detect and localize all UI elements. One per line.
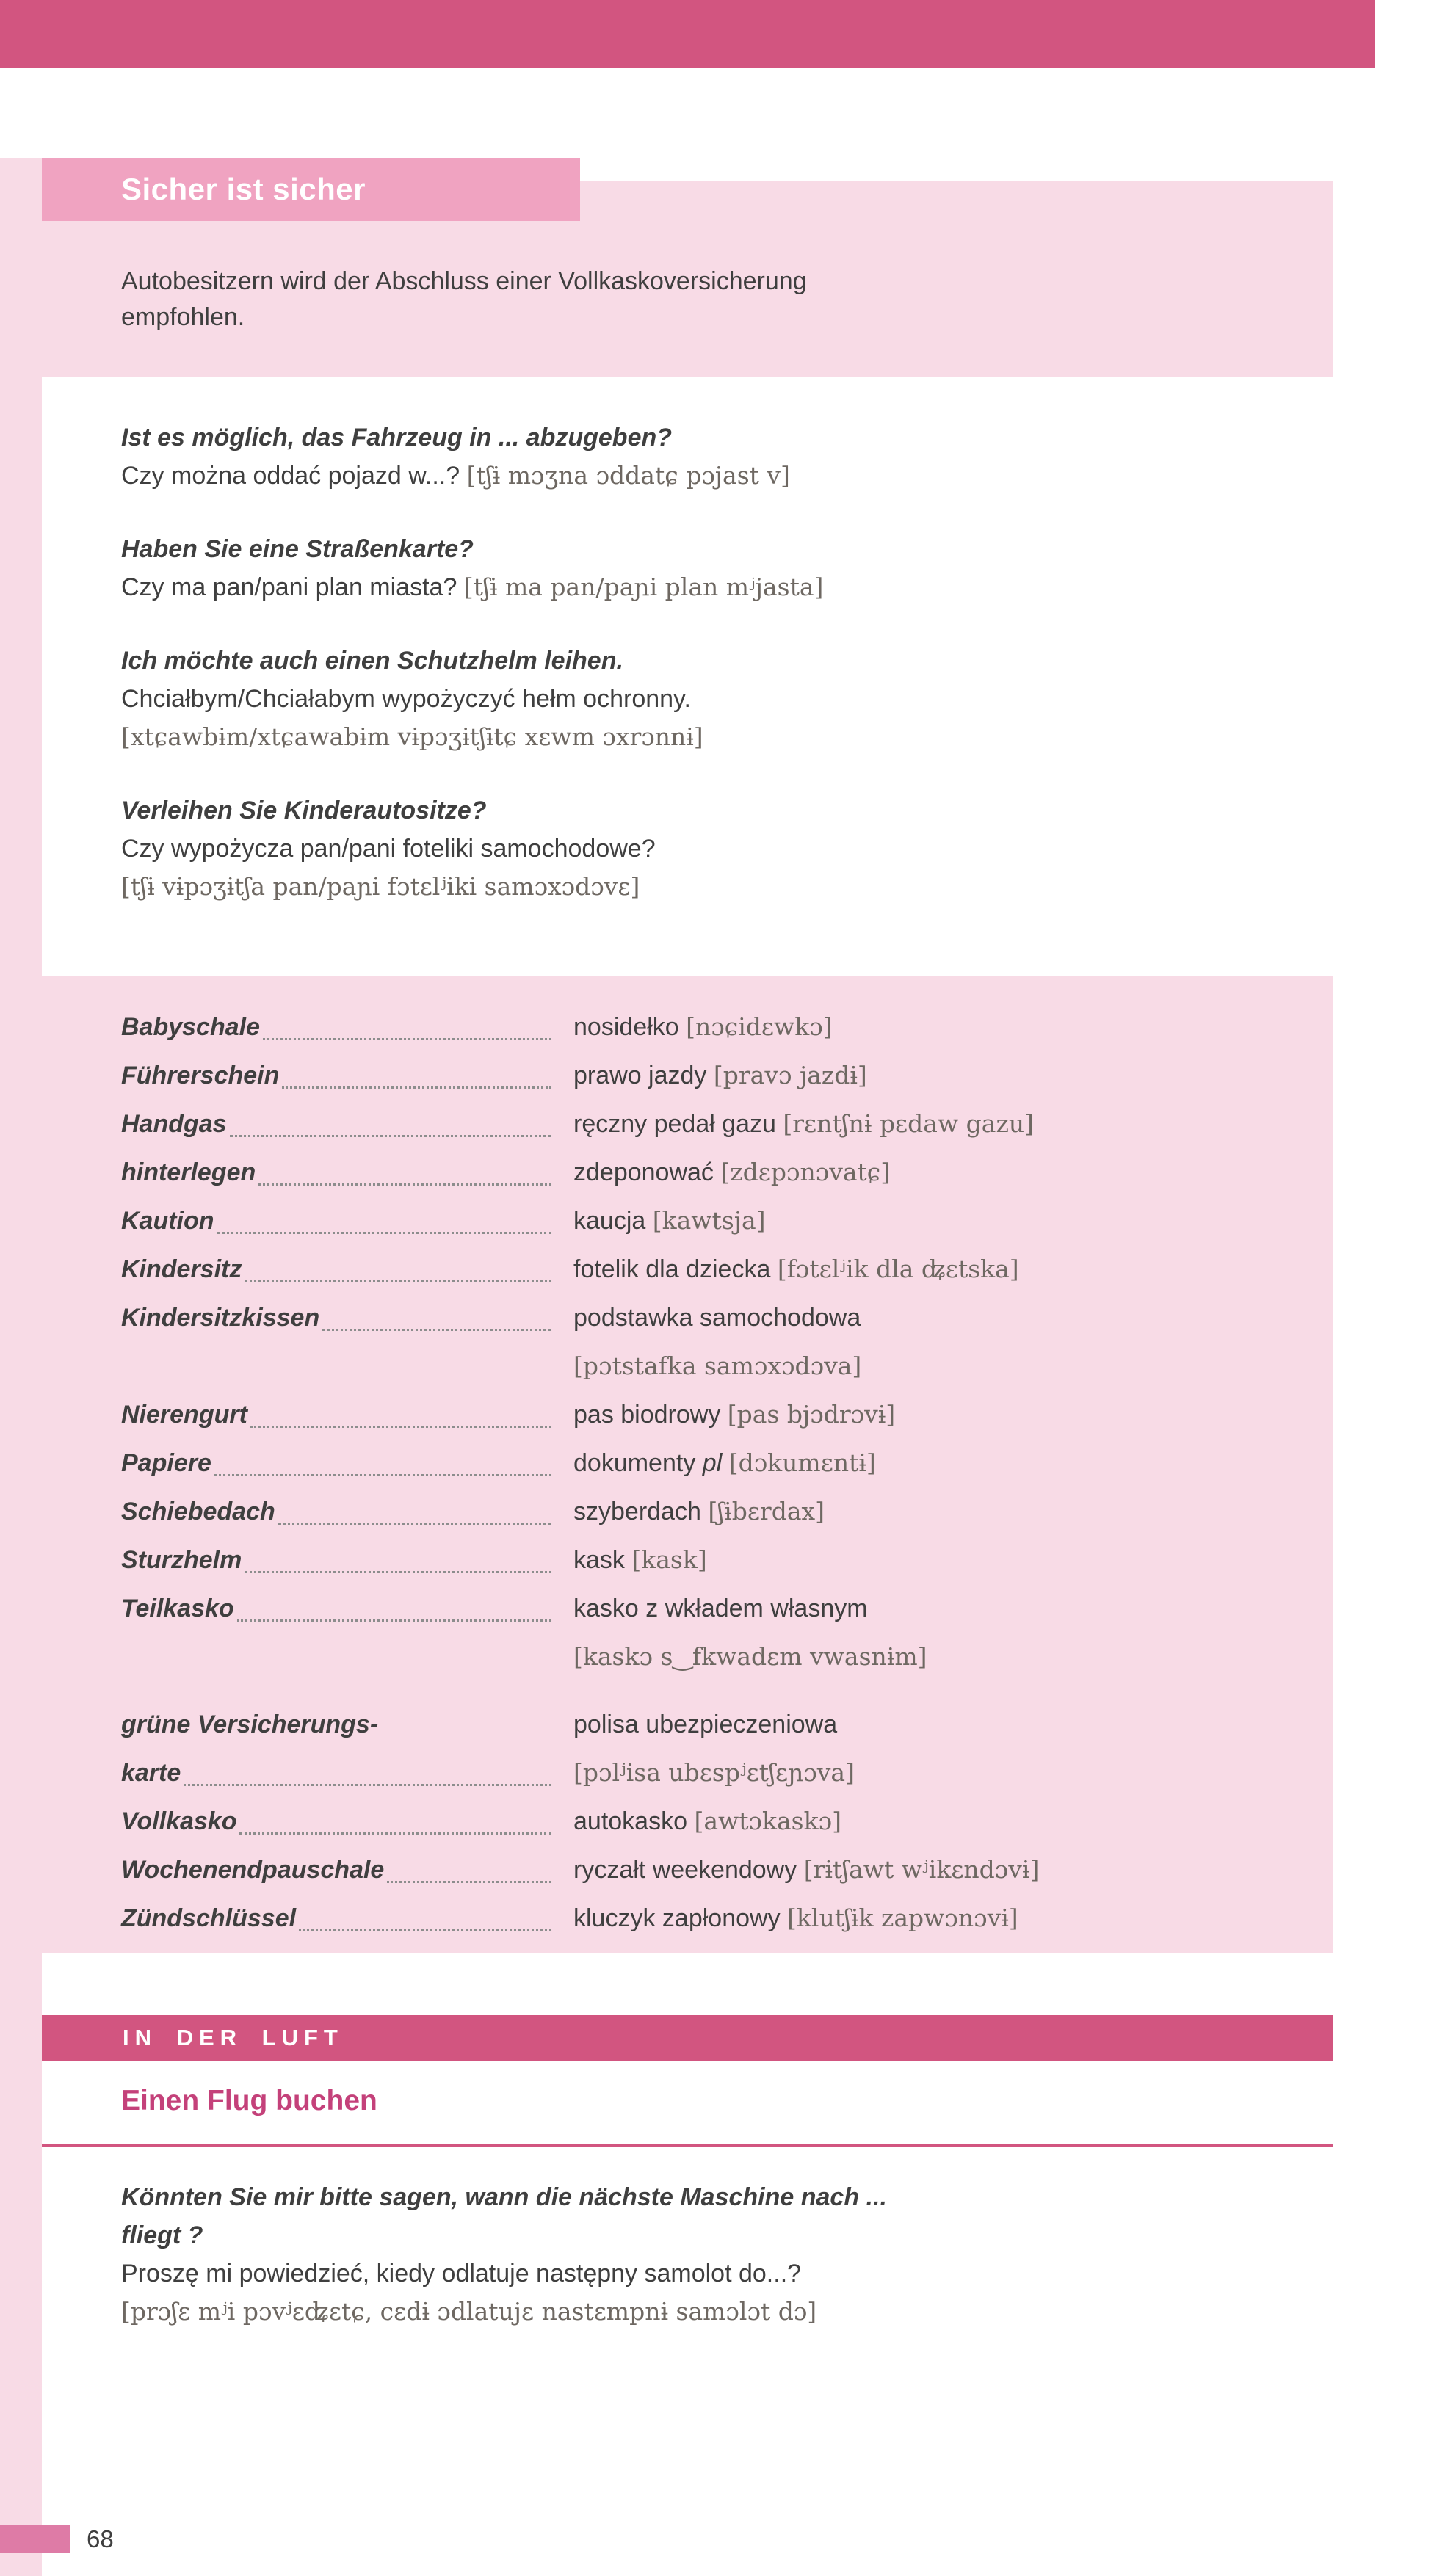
heading-rule xyxy=(42,2144,1333,2147)
vocab-row xyxy=(121,1197,1289,1245)
vocab-term xyxy=(121,1584,556,1633)
vocab-row xyxy=(121,1846,1289,1894)
phrase-block xyxy=(121,418,1289,495)
polish-translation: Chciałbym/Chciałabym wypożyczyć hełm ochronny. xyxy=(121,685,691,713)
dotted-leader xyxy=(237,1619,551,1622)
vocab-polish: polisa ubezpieczeniowa xyxy=(573,1710,838,1738)
vocab-row xyxy=(121,1051,1289,1100)
vocab-definition xyxy=(556,1294,1289,1390)
vocab-term xyxy=(121,1051,556,1100)
vocab-polish: prawo jazdy xyxy=(573,1062,707,1089)
vocab-term xyxy=(121,1797,556,1846)
vocab-ipa: [dɔkumɛntɨ] xyxy=(728,1448,876,1477)
vocab-term-text: Handgas xyxy=(121,1110,227,1138)
dotted-leader xyxy=(230,1135,551,1137)
subsection-heading: Einen Flug buchen xyxy=(121,2085,377,2116)
polish-translation: Czy wypożycza pan/pani foteliki samochodowe? xyxy=(121,835,656,863)
phonetic-transcription: [tʃɨ vɨpɔʒɨtʃa pan/paɲi fɔtɛlʲiki samɔxɔdɔvɛ] xyxy=(121,872,640,901)
vocab-term-text: Vollkasko xyxy=(121,1807,237,1835)
section-note: Autobesitzern wird der Abschluss einer Vollkaskoversicherung empfohlen. xyxy=(121,267,807,331)
vocab-ipa: [rɨtʃawt wʲikɛndɔvɨ] xyxy=(803,1855,1040,1884)
vocab-row xyxy=(121,1700,1289,1797)
vocab-ipa: [zdɛpɔnɔvatɕ] xyxy=(720,1158,891,1186)
vocab-definition xyxy=(556,1197,1289,1245)
dotted-leader xyxy=(278,1523,551,1525)
vocab-row xyxy=(121,1148,1289,1197)
dotted-leader xyxy=(263,1038,551,1040)
vocab-term-text: Papiere xyxy=(121,1449,211,1477)
vocab-row xyxy=(121,1003,1289,1051)
vocab-ipa: [fɔtɛlʲik dla ʥɛtska] xyxy=(777,1255,1019,1283)
vocab-ipa: [kawtsja] xyxy=(652,1206,766,1235)
vocab-definition xyxy=(556,1487,1289,1536)
polish-line xyxy=(121,830,1289,906)
dotted-leader xyxy=(245,1280,551,1282)
dotted-leader xyxy=(258,1183,551,1186)
vocab-ipa: [pas bjɔdrɔvɨ] xyxy=(727,1400,896,1429)
vocab-definition xyxy=(556,1100,1289,1148)
vocab-row xyxy=(121,1390,1289,1439)
german-phrase: Haben Sie eine Straßenkarte? xyxy=(121,535,474,563)
phrase-list xyxy=(42,2162,1333,2366)
vocab-definition xyxy=(556,1439,1289,1487)
vocab-term xyxy=(121,1003,556,1051)
vocab-definition xyxy=(556,1700,1289,1797)
phonetic-transcription: [tʃɨ ma pan/paɲi plan mʲjasta] xyxy=(463,573,824,601)
footer-marker xyxy=(0,2525,70,2553)
vocab-term xyxy=(121,1536,556,1584)
vocab-term-text: Führerschein xyxy=(121,1062,280,1089)
phonetic-transcription: [xtɕawbɨm/xtɕawabɨm vɨpɔʒɨtʃɨtɕ xɛwm ɔxrɔnnɨ] xyxy=(121,722,703,751)
vocab-ipa: [pravɔ jazdɨ] xyxy=(713,1061,867,1089)
vocab-definition xyxy=(556,1894,1289,1942)
vocab-row xyxy=(121,1536,1289,1584)
phrase-block xyxy=(121,530,1289,606)
dotted-leader xyxy=(322,1329,551,1331)
vocab-term-text: Zündschlüssel xyxy=(121,1904,297,1932)
vocab-polish: fotelik dla dziecka xyxy=(573,1255,771,1283)
dotted-leader xyxy=(299,1929,551,1931)
chapter-band-label: IN DER LUFT xyxy=(123,2025,344,2050)
vocab-polish: kluczyk zapłonowy xyxy=(573,1904,781,1932)
vocab-polish: podstawka samochodowa xyxy=(573,1304,861,1332)
dotted-leader xyxy=(282,1086,551,1089)
vocab-term-text: Nierengurt xyxy=(121,1401,247,1429)
vocab-row xyxy=(121,1584,1289,1681)
vocab-term-text: karte xyxy=(121,1759,181,1787)
dotted-leader xyxy=(217,1232,551,1234)
vocab-term xyxy=(121,1487,556,1536)
vocab-polish: kask xyxy=(573,1546,625,1574)
phonetic-transcription: [prɔʃɛ mʲi pɔvʲɛʥɛtɕ, cɛdɨ ɔdlatujɛ nastɛmpnɨ samɔlɔt dɔ] xyxy=(121,2297,817,2326)
vocab-polish: ryczałt weekendowy xyxy=(573,1856,797,1884)
vocab-term xyxy=(121,1148,556,1197)
vocab-row xyxy=(121,1294,1289,1390)
vocab-definition xyxy=(556,1148,1289,1197)
vocab-polish: dokumenty xyxy=(573,1449,696,1477)
german-phrase: Verleihen Sie Kinderautositze? xyxy=(121,797,487,824)
vocab-polish: szyberdach xyxy=(573,1498,701,1525)
vocab-polish: ręczny pedał gazu xyxy=(573,1110,776,1138)
vocab-polish: zdeponować xyxy=(573,1158,714,1186)
vocab-row xyxy=(121,1797,1289,1846)
vocab-term-text: Kindersitzkissen xyxy=(121,1304,320,1332)
vocab-definition xyxy=(556,1245,1289,1294)
vocab-term xyxy=(121,1846,556,1894)
vocab-term xyxy=(121,1439,556,1487)
vocab-ipa: [kaskɔ s‿fkwadɛm vwasnɨm] xyxy=(573,1642,927,1671)
page-number: 68 xyxy=(87,2525,114,2553)
dotted-leader xyxy=(245,1571,551,1573)
dotted-leader xyxy=(239,1832,551,1835)
vocab-polish: pas biodrowy xyxy=(573,1401,721,1429)
vocab-term-text: grüne Versicherungs- xyxy=(121,1710,379,1738)
section-title: Sicher ist sicher xyxy=(121,172,366,206)
vocab-term-text: Teilkasko xyxy=(121,1594,234,1622)
german-phrase: Könnten Sie mir bitte sagen, wann die nächste Maschine nach ... xyxy=(121,2183,887,2211)
vocab-grammar-note: pl xyxy=(702,1449,723,1477)
vocab-ipa: [ʃɨbɛrdax] xyxy=(708,1497,825,1525)
vocab-polish: autokasko xyxy=(573,1807,687,1835)
vocab-definition xyxy=(556,1846,1289,1894)
vocab-term xyxy=(121,1197,556,1245)
vocab-ipa: [klutʃɨk zapwɔnɔvɨ] xyxy=(787,1904,1018,1932)
vocab-ipa: [rɛntʃnɨ pɛdaw gazu] xyxy=(783,1109,1034,1138)
polish-line xyxy=(121,568,1289,606)
german-phrase: Ist es möglich, das Fahrzeug in ... abzugeben? xyxy=(121,424,673,451)
vocab-term-text: Kaution xyxy=(121,1207,214,1235)
vocab-definition xyxy=(556,1797,1289,1846)
vocab-term-text: Schiebedach xyxy=(121,1498,275,1525)
vocabulary-box xyxy=(42,976,1333,1953)
german-phrase: fliegt ? xyxy=(121,2221,203,2249)
dotted-leader xyxy=(184,1784,551,1786)
vocab-row xyxy=(121,1439,1289,1487)
vocab-ipa: [kask] xyxy=(631,1545,707,1574)
vocab-polish: kasko z wkładem własnym xyxy=(573,1594,868,1622)
top-banner xyxy=(0,0,1375,68)
vocab-row xyxy=(121,1245,1289,1294)
dotted-leader xyxy=(250,1426,551,1428)
vocab-term xyxy=(121,1894,556,1942)
vocab-term-text: hinterlegen xyxy=(121,1158,256,1186)
vocab-definition xyxy=(556,1584,1289,1681)
polish-translation: Czy można oddać pojazd w...? xyxy=(121,462,460,490)
vocab-ipa: [pɔlʲisa ubɛspʲɛtʃɛɲɔva] xyxy=(573,1758,855,1787)
vocab-term xyxy=(121,1390,556,1439)
vocab-definition xyxy=(556,1051,1289,1100)
chapter-band xyxy=(42,2015,1333,2061)
vocab-term-text: Sturzhelm xyxy=(121,1546,242,1574)
dotted-leader xyxy=(214,1474,551,1476)
vocab-definition xyxy=(556,1536,1289,1584)
vocab-term xyxy=(121,1700,556,1797)
vocab-polish: kaucja xyxy=(573,1207,646,1235)
vocab-definition xyxy=(556,1003,1289,1051)
vocab-row xyxy=(121,1487,1289,1536)
section-header xyxy=(42,158,580,221)
vocab-term-text: Wochenendpauschale xyxy=(121,1856,385,1884)
phrase-block xyxy=(121,791,1289,906)
polish-line xyxy=(121,2254,1289,2331)
vocab-polish: nosidełko xyxy=(573,1013,679,1041)
vocab-ipa: [awtɔkaskɔ] xyxy=(694,1807,841,1835)
vocab-term xyxy=(121,1294,556,1342)
phonetic-transcription: [tʃɨ mɔʒna ɔddatɕ pɔjast v] xyxy=(466,461,790,490)
vocab-ipa: [pɔtstafka samɔxɔdɔva] xyxy=(573,1352,862,1380)
vocab-row xyxy=(121,1100,1289,1148)
phrase-block xyxy=(121,642,1289,756)
left-margin-strip xyxy=(0,158,42,2576)
vocab-term-text: Babyschale xyxy=(121,1013,260,1041)
vocab-term-text: Kindersitz xyxy=(121,1255,242,1283)
phrase-block xyxy=(121,2178,1289,2331)
polish-translation: Proszę mi powiedzieć, kiedy odlatuje następny samolot do...? xyxy=(121,2260,802,2287)
vocab-definition xyxy=(556,1390,1289,1439)
phrase-list xyxy=(42,396,1333,941)
polish-line xyxy=(121,457,1289,495)
german-phrase: Ich möchte auch einen Schutzhelm leihen. xyxy=(121,647,623,675)
polish-line xyxy=(121,680,1289,756)
vocab-row xyxy=(121,1894,1289,1942)
polish-translation: Czy ma pan/pani plan miasta? xyxy=(121,573,457,601)
vocab-term xyxy=(121,1100,556,1148)
vocab-term xyxy=(121,1245,556,1294)
vocab-ipa: [nɔɕidɛwkɔ] xyxy=(686,1012,833,1041)
dotted-leader xyxy=(387,1881,551,1883)
